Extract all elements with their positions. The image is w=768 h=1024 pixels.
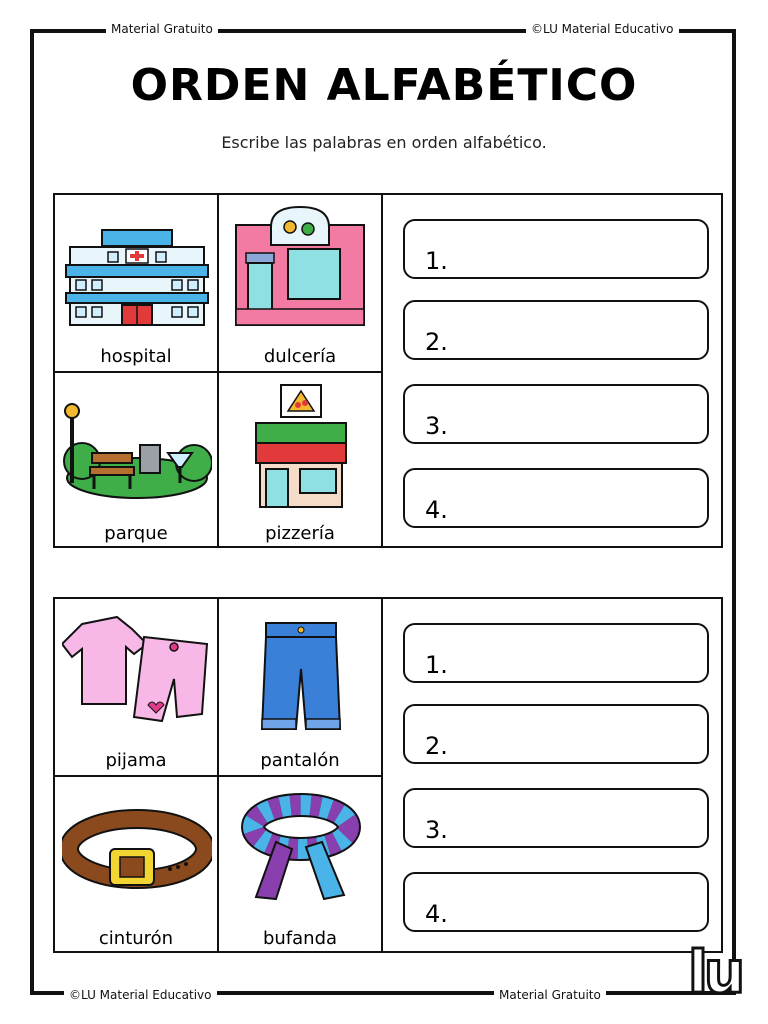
picture-card	[219, 599, 383, 777]
answer-box[interactable]	[403, 468, 709, 528]
answer-number: 2.	[425, 732, 448, 760]
answer-number: 4.	[425, 496, 448, 524]
word-label: hospital	[100, 346, 172, 367]
answer-box[interactable]	[403, 623, 709, 683]
footer-left-label: ©LU Material Educativo	[64, 987, 217, 1003]
pants-icon	[226, 609, 376, 734]
word-label: dulcería	[263, 346, 337, 367]
word-label: bufanda	[262, 928, 338, 949]
answer-number: 2.	[425, 328, 448, 356]
answer-box[interactable]	[403, 219, 709, 279]
pizzeria-icon	[226, 383, 376, 508]
picture-card	[55, 599, 219, 777]
picture-card	[219, 777, 383, 953]
picture-card	[219, 373, 383, 548]
brand-logo: lu	[688, 938, 742, 1006]
candy-store-icon	[226, 205, 376, 330]
word-label: pizzería	[265, 523, 335, 544]
exercise-1	[53, 193, 723, 548]
hospital-icon	[62, 205, 212, 330]
answer-box[interactable]	[403, 384, 709, 444]
park-icon	[62, 383, 212, 508]
answer-number: 3.	[425, 412, 448, 440]
answer-number: 1.	[425, 651, 448, 679]
word-label: pijama	[105, 750, 167, 771]
page-instructions: Escribe las palabras en orden alfabético.	[221, 133, 547, 152]
word-label: pantalón	[260, 750, 340, 771]
picture-card	[55, 777, 219, 953]
answer-box[interactable]	[403, 704, 709, 764]
page-title: ORDEN ALFABÉTICO	[130, 60, 638, 111]
picture-card	[219, 195, 383, 373]
word-label: parque	[104, 523, 168, 544]
answer-number: 3.	[425, 816, 448, 844]
answer-box[interactable]	[403, 300, 709, 360]
answer-box[interactable]	[403, 788, 709, 848]
picture-card	[55, 373, 219, 548]
answer-number: 1.	[425, 247, 448, 275]
scarf-icon	[226, 787, 376, 912]
footer-right-label: Material Gratuito	[494, 987, 606, 1003]
header-right-label: ©LU Material Educativo	[526, 21, 679, 37]
pajamas-icon	[62, 609, 212, 734]
picture-card	[55, 195, 219, 373]
exercise-2	[53, 597, 723, 953]
belt-icon	[62, 787, 212, 912]
answer-box[interactable]	[403, 872, 709, 932]
word-label: cinturón	[98, 928, 174, 949]
header-left-label: Material Gratuito	[106, 21, 218, 37]
answer-number: 4.	[425, 900, 448, 928]
